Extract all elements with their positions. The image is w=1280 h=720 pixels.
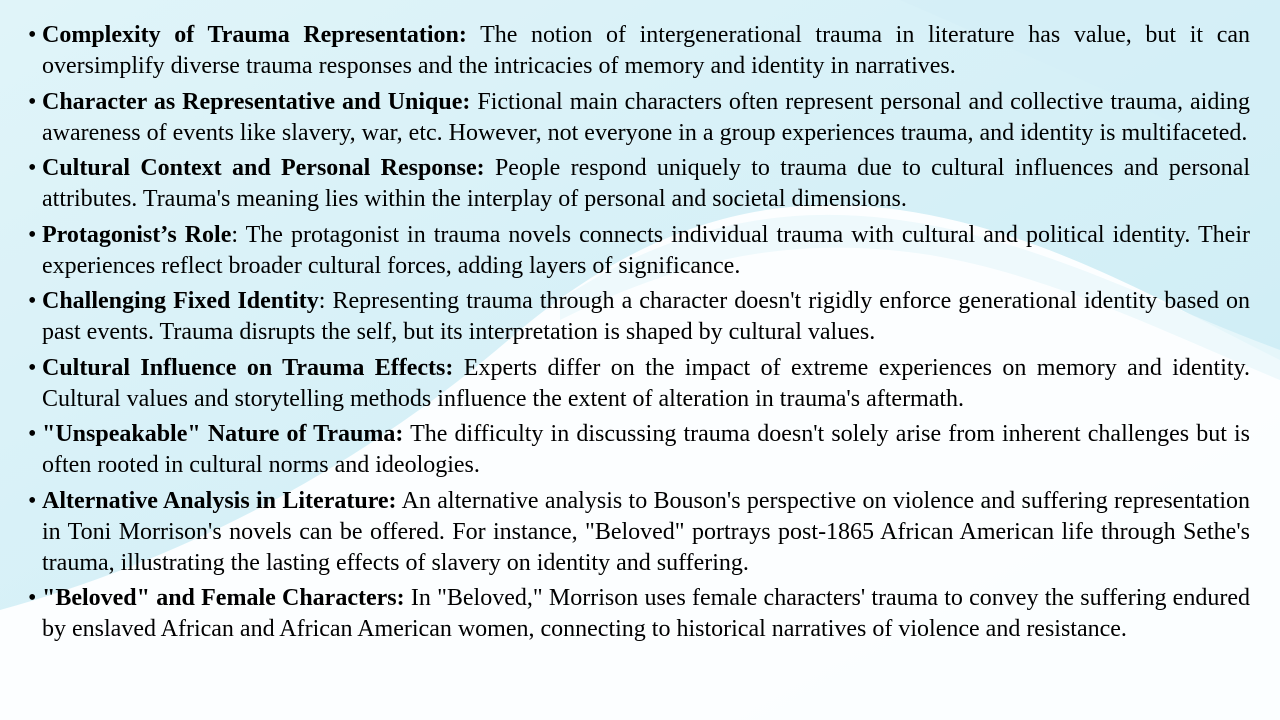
bullet-text: The notion of intergenerational trauma in literature has value, but it can oversimplify diverse trauma responses and the intricacies of memory and identity in narratives.: [42, 22, 1251, 79]
bullet-marker: •: [28, 22, 37, 48]
bullet-item: [28, 353, 1250, 415]
bullet-item: [28, 486, 1250, 579]
bullet-text: People respond uniquely to trauma due to cultural influences and personal attributes. Trauma's meaning lies within the interplay of personal and societal dimensions.: [42, 155, 1251, 212]
bullet-heading: Cultural Context and Personal Response:: [42, 155, 485, 181]
bullet-text: : The protagonist in trauma novels connects individual trauma with cultural and political identity. Their experiences reflect broader cultural forces, adding layers of significance.: [42, 221, 1250, 279]
bullet-heading: Cultural Influence on Trauma Effects:: [42, 354, 454, 381]
bullet-item: [28, 419, 1250, 481]
bullet-list: [28, 20, 1250, 645]
bullet-item: [28, 20, 1250, 82]
bullet-heading: Character as Representative and Unique:: [42, 88, 471, 115]
bullet-marker: •: [28, 487, 37, 514]
bullet-heading: Challenging Fixed Identity: [42, 288, 319, 314]
bullet-marker: •: [28, 155, 37, 181]
bullet-text: : Representing trauma through a character doesn't rigidly enforce generational identity based on past events. Trauma disrupts the self, but its interpretation is shaped by cultural values.: [42, 288, 1251, 345]
bullet-text: Experts differ on the impact of extreme experiences on memory and identity. Cultural values and storytelling methods influence the extent of alteration in trauma's aftermath.: [42, 354, 1250, 412]
bullet-text: In "Beloved," Morrison uses female characters' trauma to convey the suffering endured by enslaved African and African American women, connecting to historical narratives of violence and resistance.: [42, 585, 1250, 642]
bullet-item: [28, 286, 1250, 348]
bullet-text: The difficulty in discussing trauma doesn't solely arise from inherent challenges but is often rooted in cultural norms and ideologies.: [42, 421, 1250, 478]
bullet-item: [28, 583, 1250, 645]
bullet-item: [28, 87, 1250, 149]
bullet-marker: •: [28, 288, 37, 314]
slide-content: [28, 20, 1250, 650]
bullet-marker: •: [28, 585, 37, 611]
bullet-heading: Alternative Analysis in Literature:: [42, 487, 397, 514]
bullet-marker: •: [28, 221, 37, 248]
bullet-marker: •: [28, 354, 37, 381]
bullet-item: [28, 220, 1250, 282]
bullet-marker: •: [28, 88, 37, 115]
bullet-text: An alternative analysis to Bouson's perspective on violence and suffering representation in Toni Morrison's novels can be offered. For instance, "Beloved" portrays post-1865 African American life through Sethe's trauma, illustrating the lasting effects of slavery on identity and suffering.: [42, 487, 1250, 576]
bullet-marker: •: [28, 421, 37, 447]
bullet-heading: Complexity of Trauma Representation:: [42, 22, 467, 48]
bullet-text: Fictional main characters often represent personal and collective trauma, aiding awareness of events like slavery, war, etc. However, not everyone in a group experiences trauma, and identity is multifaceted.: [42, 88, 1250, 146]
bullet-item: [28, 153, 1250, 215]
bullet-heading: "Unspeakable" Nature of Trauma:: [42, 421, 404, 447]
bullet-heading: Protagonist’s Role: [42, 221, 232, 248]
bullet-heading: "Beloved" and Female Characters:: [42, 585, 405, 611]
